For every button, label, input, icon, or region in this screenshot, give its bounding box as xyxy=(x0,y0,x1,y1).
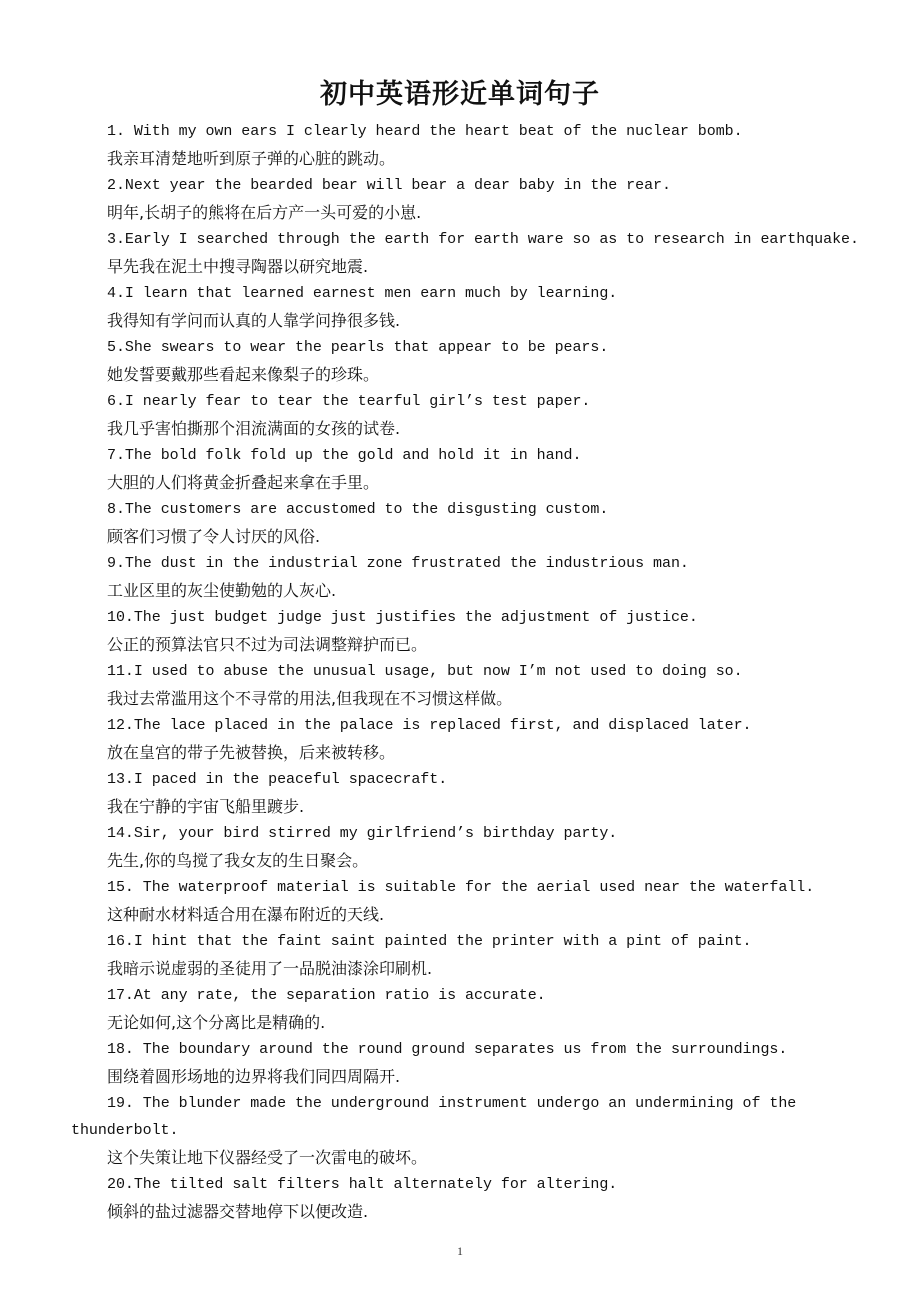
chinese-translation: 这种耐水材料适合用在瀑布附近的天线. xyxy=(107,905,385,924)
sentence-item-14 xyxy=(71,820,851,874)
chinese-translation: 这个失策让地下仪器经受了一次雷电的破坏。 xyxy=(107,1148,428,1167)
chinese-translation: 顾客们习惯了令人讨厌的风俗. xyxy=(107,527,321,546)
english-sentence: 7.The bold folk fold up the gold and hold it in hand. xyxy=(107,447,582,464)
english-sentence: 11.I used to abuse the unusual usage, but now I’m not used to doing so. xyxy=(107,663,743,680)
english-sentence: 1. With my own ears I clearly heard the heart beat of the nuclear bomb. xyxy=(107,123,743,140)
page-number: 1 xyxy=(457,1244,463,1258)
sentence-item-12 xyxy=(71,712,851,766)
sentence-item-20 xyxy=(71,1171,851,1225)
sentence-item-1 xyxy=(71,118,851,172)
sentence-item-6 xyxy=(71,388,851,442)
sentence-item-15 xyxy=(71,874,851,928)
chinese-translation: 无论如何,这个分离比是精确的. xyxy=(107,1013,326,1032)
sentence-item-16 xyxy=(71,928,851,982)
english-sentence: 17.At any rate, the separation ratio is accurate. xyxy=(107,987,546,1004)
sentence-item-13 xyxy=(71,766,851,820)
chinese-translation: 放在皇宫的带子先被替换，后来被转移。 xyxy=(107,743,396,762)
english-sentence: 16.I hint that the faint saint painted the printer with a pint of paint. xyxy=(107,933,752,950)
sentence-item-4 xyxy=(71,280,851,334)
english-sentence-continuation: thunderbolt. xyxy=(71,1122,179,1139)
sentence-item-2 xyxy=(71,172,851,226)
sentence-item-18 xyxy=(71,1036,851,1090)
page-title: 初中英语形近单词句子 xyxy=(320,79,600,110)
english-sentence: 5.She swears to wear the pearls that appear to be pears. xyxy=(107,339,609,356)
sentence-item-8 xyxy=(71,496,851,550)
chinese-translation: 先生,你的鸟搅了我女友的生日聚会。 xyxy=(107,851,369,870)
chinese-translation: 我暗示说虚弱的圣徒用了一品脱油漆涂印刷机. xyxy=(107,959,433,978)
chinese-translation: 我得知有学问而认真的人靠学问挣很多钱. xyxy=(107,311,401,330)
chinese-translation: 我亲耳清楚地听到原子弹的心脏的跳动。 xyxy=(107,149,396,168)
chinese-translation: 大胆的人们将黄金折叠起来拿在手里。 xyxy=(107,473,380,492)
english-sentence: 10.The just budget judge just justifies the adjustment of justice. xyxy=(107,609,698,626)
sentence-list xyxy=(71,118,859,1225)
english-sentence: 20.The tilted salt filters halt alternately for altering. xyxy=(107,1176,618,1193)
sentence-item-7 xyxy=(71,442,851,496)
sentence-item-3 xyxy=(71,226,859,280)
sentence-item-9 xyxy=(71,550,851,604)
english-sentence: 9.The dust in the industrial zone frustrated the industrious man. xyxy=(107,555,689,572)
sentence-item-19 xyxy=(71,1090,851,1171)
chinese-translation: 我几乎害怕撕那个泪流满面的女孩的试卷. xyxy=(107,419,401,438)
english-sentence: 8.The customers are accustomed to the disgusting custom. xyxy=(107,501,609,518)
chinese-translation: 我在宁静的宇宙飞船里踱步. xyxy=(107,797,305,816)
chinese-translation: 公正的预算法官只不过为司法调整辩护而已。 xyxy=(107,635,428,654)
english-sentence: 19. The blunder made the underground instrument undergo an undermining of the xyxy=(107,1095,797,1112)
english-sentence: 15. The waterproof material is suitable for the aerial used near the waterfall. xyxy=(107,879,815,896)
english-sentence: 4.I learn that learned earnest men earn much by learning. xyxy=(107,285,618,302)
english-sentence: 3.Early I searched through the earth for earth ware so as to research in earthquake. xyxy=(107,231,859,248)
sentence-item-5 xyxy=(71,334,851,388)
english-sentence: 6.I nearly fear to tear the tearful girl’s test paper. xyxy=(107,393,591,410)
english-sentence: 12.The lace placed in the palace is replaced first, and displaced later. xyxy=(107,717,752,734)
sentence-item-17 xyxy=(71,982,851,1036)
chinese-translation: 她发誓要戴那些看起来像梨子的珍珠。 xyxy=(107,365,380,384)
chinese-translation: 围绕着圆形场地的边界将我们同四周隔开. xyxy=(107,1067,401,1086)
chinese-translation: 明年,长胡子的熊将在后方产一头可爱的小崽. xyxy=(107,203,422,222)
chinese-translation: 工业区里的灰尘使勤勉的人灰心. xyxy=(107,581,337,600)
sentence-item-10 xyxy=(71,604,851,658)
chinese-translation: 早先我在泥土中搜寻陶器以研究地震. xyxy=(107,257,369,276)
english-sentence: 13.I paced in the peaceful spacecraft. xyxy=(107,771,448,788)
chinese-translation: 我过去常滥用这个不寻常的用法,但我现在不习惯这样做。 xyxy=(107,689,513,708)
sentence-item-11 xyxy=(71,658,851,712)
english-sentence: 18. The boundary around the round ground separates us from the surroundings. xyxy=(107,1041,788,1058)
chinese-translation: 倾斜的盐过滤器交替地停下以便改造. xyxy=(107,1202,369,1221)
english-sentence: 2.Next year the bearded bear will bear a dear baby in the rear. xyxy=(107,177,671,194)
english-sentence: 14.Sir, your bird stirred my girlfriend’s birthday party. xyxy=(107,825,618,842)
